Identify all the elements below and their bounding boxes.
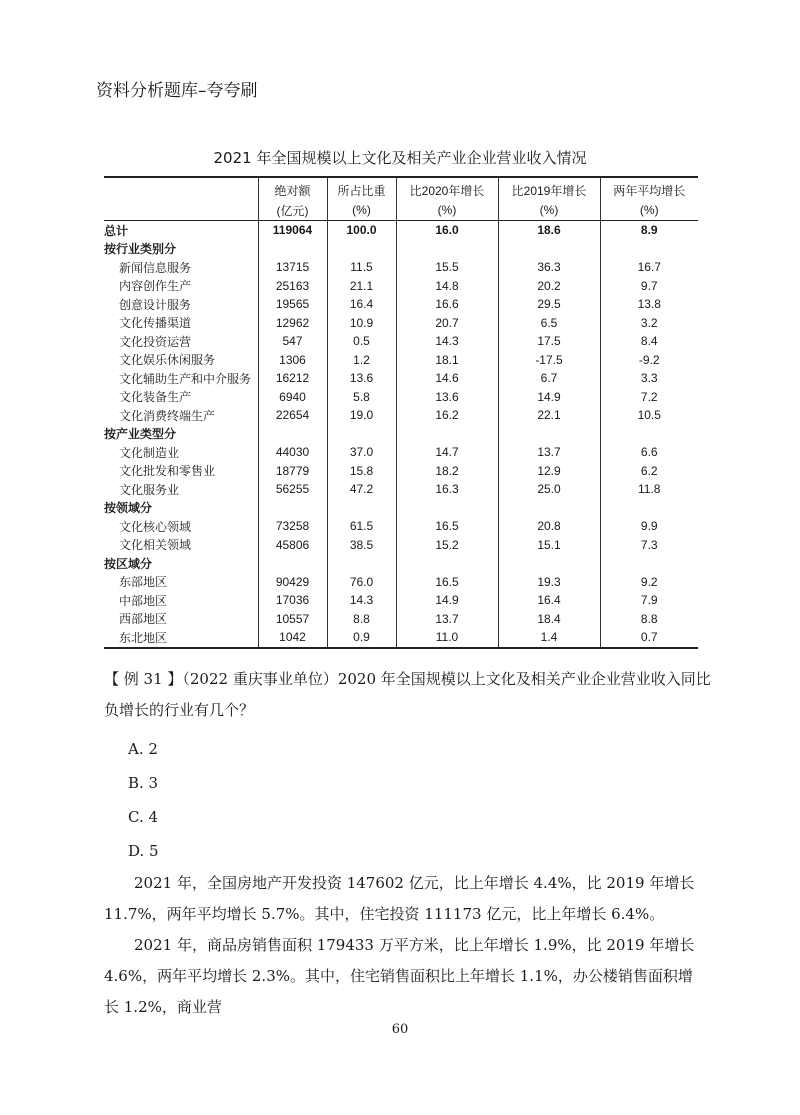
table-cell: 18.2 bbox=[396, 462, 498, 481]
row-label: 东部地区 bbox=[119, 575, 168, 590]
table-cell bbox=[258, 425, 327, 444]
table-cell: 1.4 bbox=[498, 628, 600, 648]
option-a: A. 2 bbox=[128, 740, 158, 758]
row-label: 按区域分 bbox=[104, 556, 153, 571]
table-cell: 16.6 bbox=[396, 295, 498, 314]
table-cell: 20.8 bbox=[498, 517, 600, 536]
table-cell bbox=[258, 499, 327, 518]
unit-cell bbox=[104, 200, 258, 221]
table-header-row bbox=[104, 177, 698, 200]
table-cell: 44030 bbox=[258, 443, 327, 462]
option-d: D. 5 bbox=[128, 842, 159, 860]
table-cell bbox=[258, 240, 327, 259]
table-cell: 14.7 bbox=[396, 443, 498, 462]
table-cell bbox=[327, 425, 396, 444]
table-cell bbox=[327, 499, 396, 518]
question-stem-line1: 【 例 31 】（2022 重庆事业单位）2020 年全国规模以上文化及相关产业企业营业收入同比 bbox=[104, 670, 711, 688]
table-cell: 8.8 bbox=[327, 610, 396, 629]
table-cell: 25.0 bbox=[498, 480, 600, 499]
table-row bbox=[104, 314, 698, 333]
table-cell: 6.7 bbox=[498, 369, 600, 388]
row-label: 文化相关领域 bbox=[119, 538, 192, 553]
table-cell: 37.0 bbox=[327, 443, 396, 462]
table-row bbox=[104, 351, 698, 370]
table-cell: -17.5 bbox=[498, 351, 600, 370]
table-cell: 100.0 bbox=[327, 221, 396, 240]
row-label: 文化辅助生产和中介服务 bbox=[119, 371, 252, 386]
row-label: 文化装备生产 bbox=[119, 390, 192, 405]
table-cell: 16.3 bbox=[396, 480, 498, 499]
table-cell: 15.1 bbox=[498, 536, 600, 555]
row-label: 文化娱乐休闲服务 bbox=[119, 353, 216, 368]
table-cell bbox=[498, 425, 600, 444]
table-cell: 11.8 bbox=[600, 480, 698, 499]
table-row bbox=[104, 610, 698, 629]
row-label: 创意设计服务 bbox=[119, 297, 192, 312]
table-cell: 1306 bbox=[258, 351, 327, 370]
table-cell: 20.7 bbox=[396, 314, 498, 333]
table-cell: 10.5 bbox=[600, 406, 698, 425]
table-cell: 0.7 bbox=[600, 628, 698, 648]
table-cell bbox=[600, 240, 698, 259]
table-cell: 3.2 bbox=[600, 314, 698, 333]
unit-cell: (亿元) bbox=[258, 200, 327, 221]
table-cell: 15.2 bbox=[396, 536, 498, 555]
table-cell: 19.3 bbox=[498, 573, 600, 592]
table-cell bbox=[396, 425, 498, 444]
row-label: 文化批发和零售业 bbox=[119, 464, 216, 479]
table-cell: 8.8 bbox=[600, 610, 698, 629]
table-cell: 17.5 bbox=[498, 332, 600, 351]
table-cell: 16.5 bbox=[396, 517, 498, 536]
table-cell: 19.0 bbox=[327, 406, 396, 425]
table-cell: 47.2 bbox=[327, 480, 396, 499]
table-cell: 13.6 bbox=[396, 388, 498, 407]
row-label: 文化消费终端生产 bbox=[119, 408, 216, 423]
table-cell: 119064 bbox=[258, 221, 327, 240]
table-cell: 547 bbox=[258, 332, 327, 351]
table-cell: 36.3 bbox=[498, 258, 600, 277]
question-stem-line2: 负增长的行业有几个？ bbox=[104, 701, 255, 719]
table-cell: 45806 bbox=[258, 536, 327, 555]
table-row bbox=[104, 573, 698, 592]
table-cell: 1.2 bbox=[327, 351, 396, 370]
table-cell: 6.5 bbox=[498, 314, 600, 333]
table-row bbox=[104, 369, 698, 388]
table-cell: 13.8 bbox=[600, 295, 698, 314]
table-cell: 6.6 bbox=[600, 443, 698, 462]
group-row bbox=[104, 499, 698, 518]
table-row bbox=[104, 277, 698, 296]
table-cell: 0.5 bbox=[327, 332, 396, 351]
table-cell: 21.1 bbox=[327, 277, 396, 296]
row-label: 内容创作生产 bbox=[119, 279, 192, 294]
table-cell: 19565 bbox=[258, 295, 327, 314]
unit-cell: (%) bbox=[600, 200, 698, 221]
table-cell: 18779 bbox=[258, 462, 327, 481]
header-cell: 比2020年增长 bbox=[396, 177, 498, 200]
paragraph-1: 2021 年，全国房地产开发投资 147602 亿元，比上年增长 4.4%，比 2019 年增长 11.7%，两年平均增长 5.7%。其中，住宅投资 111173 亿元，比上年增长 6.4%。 bbox=[104, 874, 695, 923]
table-cell: 25163 bbox=[258, 277, 327, 296]
table-cell: 90429 bbox=[258, 573, 327, 592]
table-cell: 10.9 bbox=[327, 314, 396, 333]
table-cell: 13.6 bbox=[327, 369, 396, 388]
table-cell: 8.4 bbox=[600, 332, 698, 351]
table-cell: 16.0 bbox=[396, 221, 498, 240]
table-cell: 7.2 bbox=[600, 388, 698, 407]
table-cell: 20.2 bbox=[498, 277, 600, 296]
table-cell: 9.9 bbox=[600, 517, 698, 536]
table-cell bbox=[396, 499, 498, 518]
table-row bbox=[104, 443, 698, 462]
table-cell: 22.1 bbox=[498, 406, 600, 425]
table-cell: 5.8 bbox=[327, 388, 396, 407]
table-cell: 16.5 bbox=[396, 573, 498, 592]
row-label: 新闻信息服务 bbox=[119, 260, 192, 275]
unit-cell: (%) bbox=[498, 200, 600, 221]
table-cell bbox=[327, 240, 396, 259]
table-cell: 56255 bbox=[258, 480, 327, 499]
option-c: C. 4 bbox=[128, 808, 159, 826]
table-cell: 13715 bbox=[258, 258, 327, 277]
table-cell bbox=[327, 554, 396, 573]
table-cell bbox=[396, 554, 498, 573]
paragraph-2: 2021 年，商品房销售面积 179433 万平方米，比上年增长 1.9%，比 2019 年增长 4.6%，两年平均增长 2.3%。其中，住宅销售面积比上年增长 1.1%，办公楼销售面积增长 1.2%，商业营 bbox=[104, 936, 695, 1016]
table-cell: 16.2 bbox=[396, 406, 498, 425]
row-label: 按领域分 bbox=[104, 501, 153, 516]
table-cell: 11.0 bbox=[396, 628, 498, 648]
group-row bbox=[104, 554, 698, 573]
table-row bbox=[104, 480, 698, 499]
table-cell: 10557 bbox=[258, 610, 327, 629]
table-cell: 14.8 bbox=[396, 277, 498, 296]
table-cell bbox=[498, 554, 600, 573]
table-cell: 14.3 bbox=[327, 591, 396, 610]
table-cell: 16.4 bbox=[498, 591, 600, 610]
row-label: 西部地区 bbox=[119, 612, 168, 627]
table-cell bbox=[396, 240, 498, 259]
table-cell: 7.9 bbox=[600, 591, 698, 610]
row-label: 文化服务业 bbox=[119, 482, 180, 497]
table-cell: -9.2 bbox=[600, 351, 698, 370]
table-cell: 15.5 bbox=[396, 258, 498, 277]
row-label: 总计 bbox=[104, 223, 129, 238]
table-cell: 14.9 bbox=[396, 591, 498, 610]
row-label: 东北地区 bbox=[104, 628, 258, 648]
table-cell: 6940 bbox=[258, 388, 327, 407]
header-cell: 比2019年增长 bbox=[498, 177, 600, 200]
table-row bbox=[104, 462, 698, 481]
group-row bbox=[104, 240, 698, 259]
table-cell: 16.7 bbox=[600, 258, 698, 277]
table-cell bbox=[498, 499, 600, 518]
document-header: 资料分析题库–夸夸刷 bbox=[96, 81, 258, 101]
table-cell: 29.5 bbox=[498, 295, 600, 314]
table-cell: 8.9 bbox=[600, 221, 698, 240]
row-label: 中部地区 bbox=[119, 593, 168, 608]
table-row bbox=[104, 517, 698, 536]
table-cell: 15.8 bbox=[327, 462, 396, 481]
table-cell: 18.4 bbox=[498, 610, 600, 629]
row-label: 文化投资运营 bbox=[119, 334, 192, 349]
table-row bbox=[104, 295, 698, 314]
table-unit-row bbox=[104, 200, 698, 221]
table-cell: 14.9 bbox=[498, 388, 600, 407]
table-cell: 9.7 bbox=[600, 277, 698, 296]
total-row bbox=[104, 221, 698, 240]
table-row bbox=[104, 628, 698, 648]
table-row bbox=[104, 591, 698, 610]
table-cell bbox=[600, 499, 698, 518]
table-cell: 14.6 bbox=[396, 369, 498, 388]
table-cell: 16.4 bbox=[327, 295, 396, 314]
table-cell bbox=[600, 554, 698, 573]
table-cell bbox=[258, 554, 327, 573]
table-row bbox=[104, 388, 698, 407]
table-cell: 73258 bbox=[258, 517, 327, 536]
table-cell: 11.5 bbox=[327, 258, 396, 277]
unit-cell: (%) bbox=[396, 200, 498, 221]
table-row bbox=[104, 332, 698, 351]
row-label: 文化制造业 bbox=[119, 445, 180, 460]
option-b: B. 3 bbox=[128, 774, 159, 792]
table-cell bbox=[498, 240, 600, 259]
table-cell: 3.3 bbox=[600, 369, 698, 388]
table-cell: 7.3 bbox=[600, 536, 698, 555]
table-cell: 12.9 bbox=[498, 462, 600, 481]
row-label: 文化传播渠道 bbox=[119, 316, 192, 331]
row-label: 按产业类型分 bbox=[104, 427, 177, 442]
table-title: 2021 年全国规模以上文化及相关产业企业营业收入情况 bbox=[213, 149, 587, 167]
table-cell: 76.0 bbox=[327, 573, 396, 592]
table-row bbox=[104, 258, 698, 277]
group-row bbox=[104, 425, 698, 444]
table-cell bbox=[600, 425, 698, 444]
table-cell: 16212 bbox=[258, 369, 327, 388]
table-cell: 12962 bbox=[258, 314, 327, 333]
header-cell bbox=[104, 177, 258, 200]
table-cell: 38.5 bbox=[327, 536, 396, 555]
table-row bbox=[104, 406, 698, 425]
table-cell: 13.7 bbox=[396, 610, 498, 629]
table-cell: 9.2 bbox=[600, 573, 698, 592]
table-cell: 6.2 bbox=[600, 462, 698, 481]
table-cell: 0.9 bbox=[327, 628, 396, 648]
header-cell: 两年平均增长 bbox=[600, 177, 698, 200]
unit-cell: (%) bbox=[327, 200, 396, 221]
table-cell: 18.6 bbox=[498, 221, 600, 240]
table-cell: 14.3 bbox=[396, 332, 498, 351]
table-cell: 18.1 bbox=[396, 351, 498, 370]
table-cell: 1042 bbox=[258, 628, 327, 648]
table-cell: 13.7 bbox=[498, 443, 600, 462]
table-cell: 17036 bbox=[258, 591, 327, 610]
table-cell: 61.5 bbox=[327, 517, 396, 536]
row-label: 按行业类别分 bbox=[104, 242, 177, 257]
revenue-table bbox=[104, 176, 698, 649]
table-row bbox=[104, 536, 698, 555]
table-cell: 22654 bbox=[258, 406, 327, 425]
page-number: 60 bbox=[391, 1022, 409, 1037]
header-cell: 绝对额 bbox=[258, 177, 327, 200]
header-cell: 所占比重 bbox=[327, 177, 396, 200]
row-label: 文化核心领域 bbox=[119, 519, 192, 534]
